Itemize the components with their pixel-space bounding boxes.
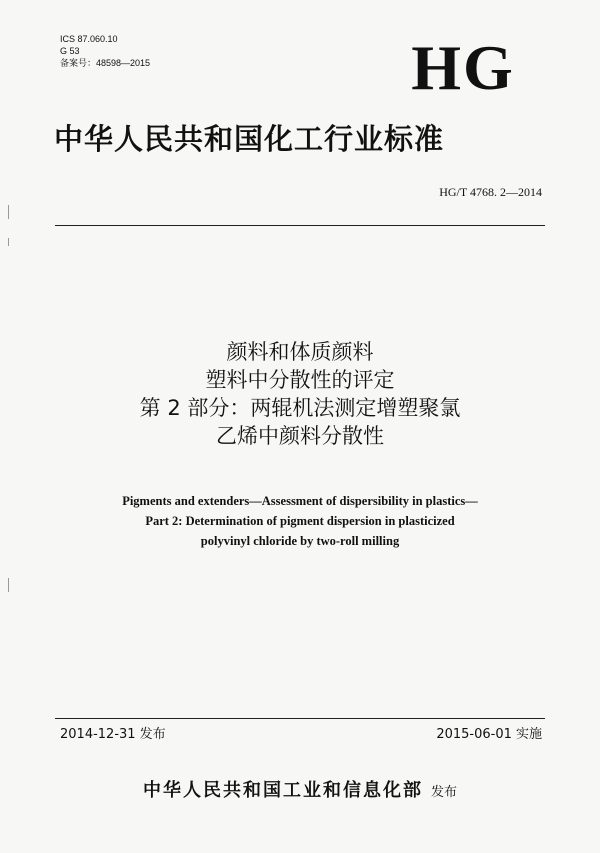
english-title-line: polyvinyl chloride by two-roll milling — [200, 534, 400, 548]
standard-title: 中华人民共和国化工行业标准 — [54, 122, 445, 156]
issue-date: 2014-12-31 发布 — [60, 727, 166, 742]
english-title — [60, 491, 540, 551]
implementation-date: 2015-06-01 实施 — [436, 727, 542, 742]
issuer — [50, 776, 550, 802]
ics-code: ICS 87.060.10 — [60, 34, 118, 44]
footer-divider — [55, 718, 545, 719]
chinese-title — [50, 338, 550, 450]
english-title-line: Part 2: Determination of pigment dispersion in plasticized — [145, 514, 455, 528]
header-divider — [55, 225, 545, 226]
issuer-name: 中华人民共和国工业和信息化部 — [142, 780, 423, 801]
hg-logo: HG — [411, 32, 515, 103]
ccs-code: G 53 — [60, 46, 80, 56]
standard-number: HG/T 4768. 2—2014 — [439, 185, 542, 199]
scan-edge-mark — [8, 238, 9, 246]
chinese-title-line: 塑料中分散性的评定 — [205, 368, 395, 392]
chinese-title-line: 第 2 部分：两辊机法测定增塑聚氯 — [139, 396, 461, 420]
scan-edge-mark — [8, 578, 9, 592]
chinese-title-line: 乙烯中颜料分散性 — [216, 424, 384, 448]
scan-edge-mark — [8, 205, 9, 219]
english-title-line: Pigments and extenders—Assessment of dispersibility in plastics— — [122, 494, 478, 508]
chinese-title-line: 颜料和体质颜料 — [226, 340, 374, 364]
issuer-suffix: 发布 — [430, 785, 457, 800]
filing-number: 备案号：48598—2015 — [60, 58, 151, 68]
